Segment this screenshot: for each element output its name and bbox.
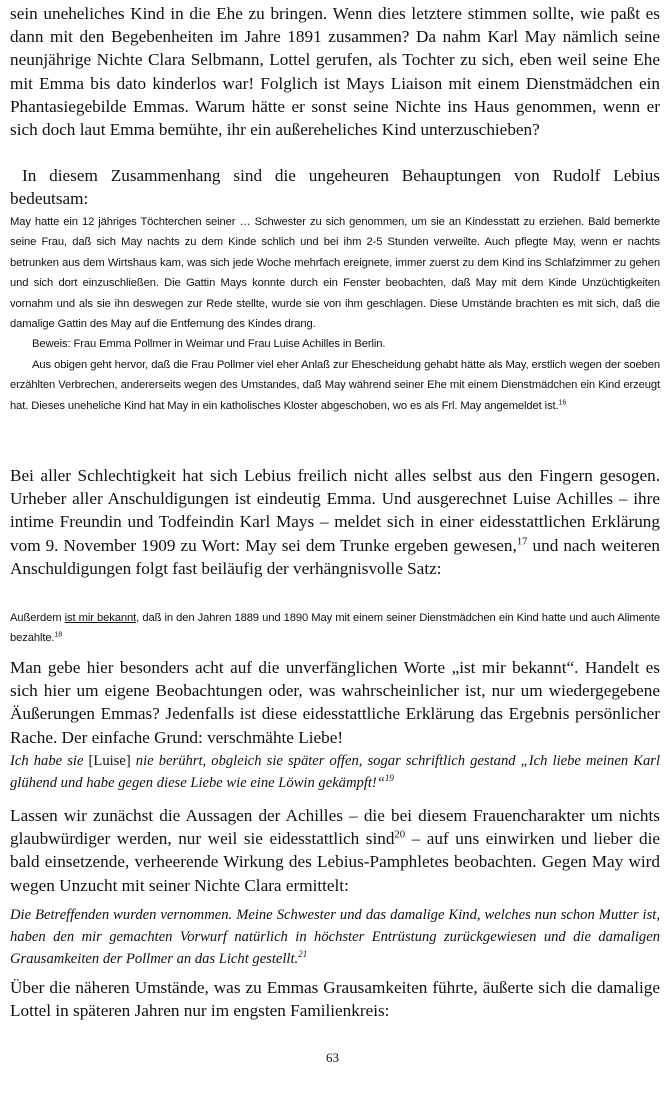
- quote-conclusion-text: Aus obigen geht hervor, daß die Frau Pollmer viel eher Anlaß zur Ehescheidung gehabt hätte als May, erstlich wegen der soeben erzählten Verbrechen, andererseits wegen des Umstandes, daß May während seiner Ehe mit einem Dienstmädchen ein Kind erzeugt hat. Dieses uneheliche Kind hat May in ein katholisches Kloster abgeschoben, wo es als Frl. May angemeldet ist.: [10, 358, 660, 412]
- paragraph-intro: sein uneheliches Kind in die Ehe zu bringen. Wenn dies letztere stimmen sollte, wie paßt es dann mit den Begebenheiten im Jahre 1891 zusammen? Da nahm Karl May nämlich seine neunjährige Nichte Clara Selbmann, Lottel gerufen, als Tochter zu sich, eben weil seine Ehe mit Emma bis dato kinderlos war! Folglich ist Mays Liaison mit einem Dienstmädchen ein Phantasiegebilde Emmas. Warum hätte er sonst seine Nichte ins Haus genommen, wenn er sich doch laut Emma bemühte, ihr ein außereheliches Kind unterzuschieben?: [10, 4, 660, 140]
- quote-lebius-conclusion: [10, 355, 660, 416]
- footnote-marker-16: 16: [558, 398, 567, 406]
- paragraph-lebius-intro: In diesem Zusammenhang sind die ungeheuren Behauptungen von Rudolf Lebius bedeutsam:: [10, 166, 660, 209]
- footnote-marker-19: 19: [384, 773, 394, 784]
- quote-achilles-text-a: Außerdem: [10, 612, 65, 624]
- achilles-text-a: Bei aller Schlechtigkeit hat sich Lebius freilich nicht alles selbst aus den Fingern gesogen. Urheber aller Anschuldigungen ist eindeutig Emma. Und ausgerechnet Luise Achilles – ihre intime Freundin und Todfeindin Karl Mays – meldet sich in einer eidesstattlichen Erklärung vom 9. November 1909 zu Wort: May sei dem Trunke ergeben gewesen,: [10, 466, 660, 555]
- page-number: 63: [326, 1050, 339, 1065]
- paragraph-ist-mir-bekannt: Man gebe hier besonders acht auf die unverfänglichen Worte „ist mir bekannt“. Handelt es sich hier um eigene Beobachtungen oder, was wahrscheinlicher ist, nur um wiedergegebene Äußerungen Emmas? Jedenfalls ist diese eidesstattliche Erklärung das Ergebnis persönlicher Rache. Der einfache Grund: verschmähte Liebe!: [10, 658, 660, 747]
- achilles-text-b: und nach weiteren Anschuldigungen folgt fast beiläufig der verhängnisvolle Satz:: [10, 535, 660, 578]
- footnote-marker-18: 18: [54, 631, 63, 639]
- quote-achilles-text-b: , daß in den Jahren 1889 und 1890 May mit einem seiner Dienstmädchen ein Kind hatte und auch Alimente bezahlte.: [10, 612, 660, 645]
- paragraph-achilles: [10, 464, 660, 580]
- aussagen-text-a: Lassen wir zunächst die Aussagen der Achilles – die bei diesem Frauencharakter um nichts glaubwürdiger werden, nur weil sie eidesstattlich sind: [10, 806, 660, 849]
- paragraph-achilles-aussagen: [10, 804, 660, 897]
- aussagen-text-b: – auf uns einwirken und lieber die bald einsetzende, verheerende Wirkung des Lebius-Pamphletes beobachten. Gegen May wird wegen Unzucht mit seiner Nichte Clara ermittelt:: [10, 829, 661, 895]
- block-quote-lebius: [10, 212, 660, 416]
- paragraph-lottel: Über die näheren Umstände, was zu Emmas Grausamkeiten führte, äußerte sich die damalige Lottel in späteren Jahren nur im engsten Familienkreis:: [10, 978, 660, 1021]
- italic-quote-may-b: nie berührt, obgleich sie später offen, sogar schriftlich gestand „Ich liebe meinen Karl glühend und habe gegen diese Liebe wie eine Löwin gekämpft!“: [10, 753, 660, 791]
- italic-quote-bracket: [Luise]: [88, 753, 131, 769]
- block-quote-achilles: [10, 608, 660, 649]
- quote-lebius-evidence: Beweis: Frau Emma Pollmer in Weimar und Frau Luise Achilles in Berlin.: [32, 338, 386, 351]
- footnote-marker-17: 17: [516, 535, 528, 547]
- footnote-marker-20: 20: [394, 829, 406, 841]
- vernommen-text: Die Betreffenden wurden vernommen. Meine Schwester und das damalige Kind, welches nun schon Mutter ist, haben den mir gemachten Vorwurf natürlich in höchster Entrüstung zurückgewiesen und die damaligen Grausamkeiten der Pollmer an das Licht gestellt.: [10, 907, 660, 967]
- italic-quote-vernommen: [10, 904, 660, 970]
- quote-lebius-text: May hatte ein 12 jähriges Töchterchen seiner … Schwester zu sich genommen, um sie an Kindesstatt zu erziehen. Bald bemerkte seine Frau, daß sich May nachts zu dem Kinde schlich und bei ihm 2-5 Stunden verweilte. Auch pflegte May, wenn er nachts betrunken aus dem Wirtshaus kam, was sich jede Woche mehrfach ereignete, immer zuerst zu dem Kind ins Schlafzimmer zu gehen und sich dort einzuschließen. Die Gattin Mays konnte durch ein Fenster beobachten, daß May mit dem Kinde Unzüchtigkeiten vornahm und als sie ihn deswegen zur Rede stellte, wurde sie von ihm geschlagen. Diese Umstände brachten es mit sich, daß die damalige Gattin des May auf die Entfernung des Kindes drang.: [10, 216, 660, 331]
- italic-quote-may: [10, 750, 660, 794]
- italic-quote-may-a: Ich habe sie: [10, 753, 89, 769]
- quote-achilles-underlined: ist mir bekannt: [64, 612, 137, 624]
- footnote-marker-21: 21: [298, 949, 308, 960]
